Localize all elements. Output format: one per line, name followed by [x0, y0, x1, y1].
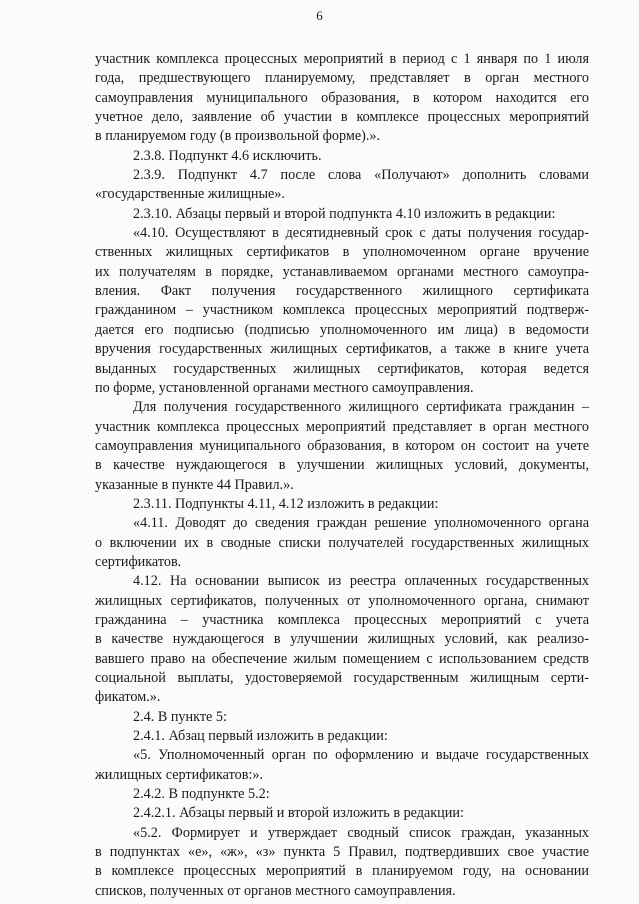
text-line: в качестве нуждающегося в улучшении жилищных условий, документы,: [95, 457, 589, 474]
text-line: «государственные жилищные».: [95, 186, 285, 203]
text-line: в подпунктах «е», «ж», «з» пункта 5 Правил, подтвердивших свое участие: [95, 844, 589, 861]
text-line: 2.4.1. Абзац первый изложить в редакции:: [133, 728, 388, 745]
text-line: участник комплекса процессных мероприятий в период с 1 января по 1 июля: [95, 51, 589, 67]
text-line: списков, полученных от органов местного самоуправления.: [95, 882, 456, 899]
text-line: вручения государственных жилищных сертификатов, а также в книге учета: [95, 341, 589, 358]
text-line: года, предшествующего планируемому, представляет в орган местного: [95, 70, 589, 87]
text-line: социальной выплаты, удостоверяемой государственным жилищным серти-: [95, 670, 589, 686]
text-line: дается его подписью (подписью уполномоченного им лица) в ведомости: [95, 321, 589, 338]
text-line: участник комплекса процессных мероприятий представляет в орган местного: [95, 418, 589, 435]
text-line: «4.11. Доводят до сведения граждан решение уполномоченного органа: [133, 515, 589, 532]
text-line: Для получения государственного жилищного сертификата гражданин –: [133, 399, 589, 416]
text-line: «5. Уполномоченный орган по оформлению и выдаче государственных: [133, 747, 589, 764]
text-line: «5.2. Формирует и утверждает сводный список граждан, указанных: [133, 824, 589, 841]
text-line: 2.3.11. Подпункты 4.11, 4.12 изложить в редакции:: [133, 495, 439, 512]
text-line: вавшего право на обеспечение жилым помещением с использованием средств: [95, 650, 589, 667]
document-body: [95, 50, 589, 901]
text-line: вления. Факт получения государственного жилищного сертификата: [95, 283, 589, 300]
text-line: сертификатов.: [95, 553, 182, 570]
text-line: 2.4. В пункте 5:: [133, 708, 227, 725]
text-line: 2.3.9. Подпункт 4.7 после слова «Получают» дополнить словами: [133, 167, 589, 184]
text-line: жилищных сертификатов, полученных от уполномоченного органа, снимают: [95, 592, 589, 609]
text-line: гражданина – участника комплекса процессных мероприятий с учета: [95, 611, 589, 628]
text-line: в комплексе процессных мероприятий в планируемом году, на основании: [95, 863, 589, 880]
text-line: выданных государственных жилищных сертификатов, которая ведется: [95, 360, 589, 377]
text-line: самоуправления муниципального образования, в котором находится его: [95, 89, 589, 106]
page-number: 6: [316, 8, 323, 23]
text-line: ственных жилищных сертификатов в уполномоченном органе вручение: [95, 244, 589, 261]
text-line: их получателям в порядке, устанавливаемом органами местного самоупра-: [95, 263, 589, 280]
text-line: самоуправления муниципального образования, в котором он состоит на учете: [95, 437, 589, 454]
text-line: учетное дело, заявление об участии в комплексе процессных мероприятий: [95, 109, 589, 126]
text-line: 4.12. На основании выписок из реестра оплаченных государственных: [133, 573, 589, 590]
text-line: указанные в пункте 44 Правил.».: [95, 476, 294, 493]
text-line: 2.4.2. В подпункте 5.2:: [133, 786, 270, 803]
text-line: по форме, установленной органами местного самоуправления.: [95, 379, 474, 396]
text-line: о включении их в сводные списки получателей государственных жилищных: [95, 534, 589, 551]
text-line: 2.4.2.1. Абзацы первый и второй изложить в редакции:: [133, 805, 464, 822]
text-line: 2.3.10. Абзацы первый и второй подпункта 4.10 изложить в редакции:: [133, 205, 556, 222]
text-line: «4.10. Осуществляют в десятидневный срок с даты получения государ-: [133, 225, 589, 242]
text-line: гражданином – участником комплекса процессных мероприятий подтверж-: [95, 302, 589, 319]
text-line: жилищных сертификатов:».: [95, 766, 264, 783]
text-line: в качестве нуждающегося в улучшении жилищных условий, как реализо-: [95, 631, 589, 648]
text-line: 2.3.8. Подпункт 4.6 исключить.: [133, 147, 322, 164]
text-line: фикатом.».: [95, 689, 161, 706]
text-line: в планируемом году (в произвольной форме).».: [95, 128, 381, 145]
